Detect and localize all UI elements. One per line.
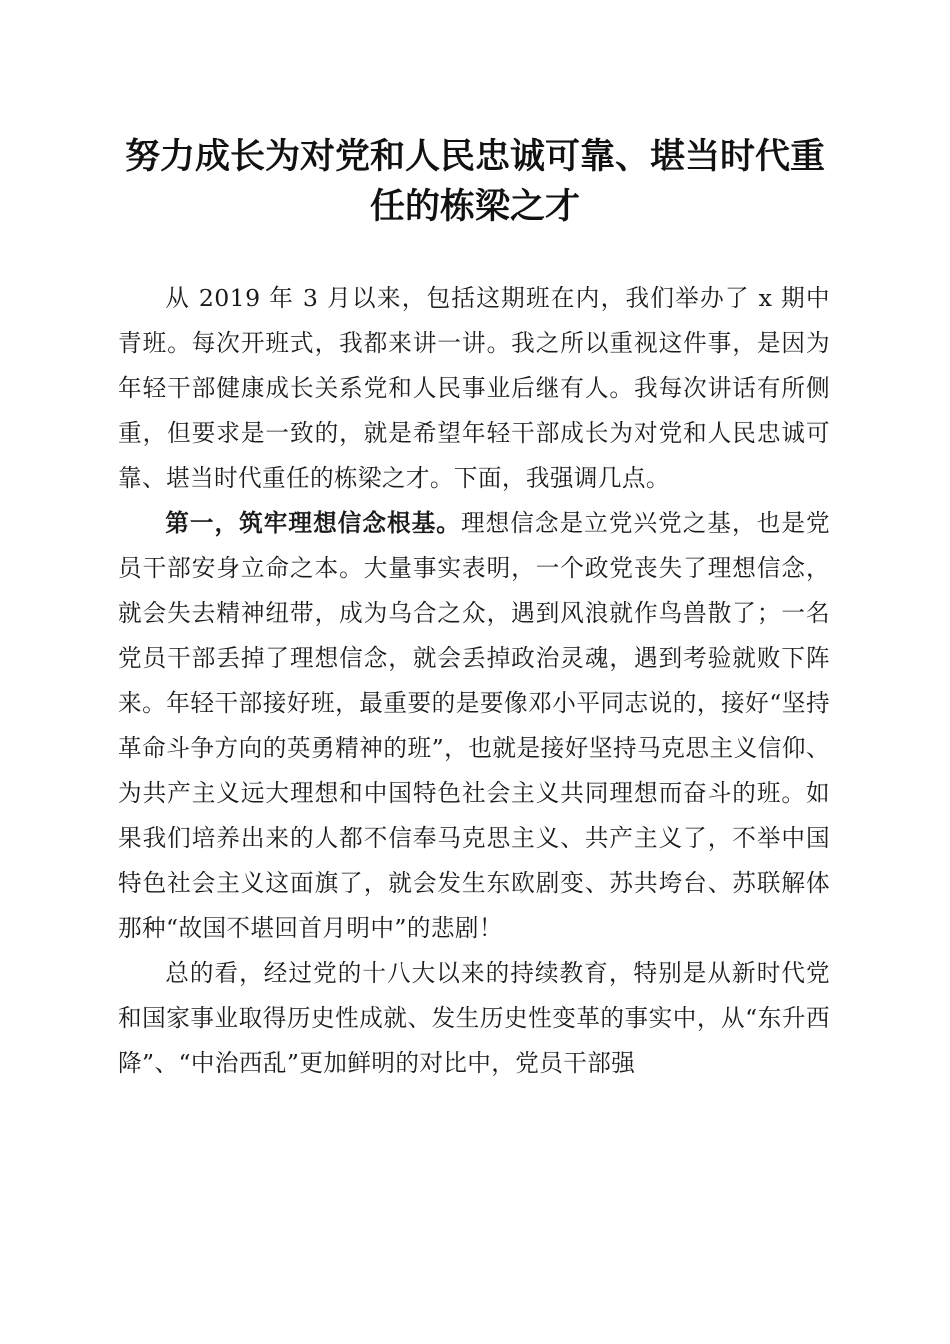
paragraph-1-text: 从 2019 年 3 月以来，包括这期班在内，我们举办了 x 期中青班。每次开班式，我都来讲一讲。我之所以重视这件事，是因为年轻干部健康成长关系党和人民事业后继有人。我每次讲话有所侧重，但要求是一致的，就是希望年轻干部成长为对党和人民忠诚可靠、堪当时代重任的栋梁之才。下面，我强调几点。 [118,284,830,492]
document-title: 努力成长为对党和人民忠诚可靠、堪当时代重任的栋梁之才 [124,136,825,227]
document-body [118,276,830,1086]
paragraph-3 [118,951,830,1086]
paragraph-2-text: 理想信念是立党兴党之基，也是党员干部安身立命之本。大量事实表明，一个政党丧失了理想信念，就会失去精神纽带，成为乌合之众，遇到风浪就作鸟兽散了；一名党员干部丢掉了理想信念，就会丢掉政治灵魂，遇到考验就败下阵来。年轻干部接好班，最重要的是要像邓小平同志说的，接好“坚持革命斗争方向的英勇精神的班”，也就是接好坚持马克思主义信仰、为共产主义远大理想和中国特色社会主义共同理想而奋斗的班。如果我们培养出来的人都不信奉马克思主义、共产主义了，不举中国特色社会主义这面旗了，就会发生东欧剧变、苏共垮台、苏联解体那种“故国不堪回首月明中”的悲剧！ [118,509,830,942]
paragraph-2-lead: 第一，筑牢理想信念根基。 [165,509,461,537]
paragraph-2 [118,501,830,951]
paragraph-1 [118,276,830,501]
paragraph-3-text: 总的看，经过党的十八大以来的持续教育，特别是从新时代党和国家事业取得历史性成就、发生历史性变革的事实中，从“东升西降”、“中治西乱”更加鲜明的对比中，党员干部强 [118,959,830,1077]
